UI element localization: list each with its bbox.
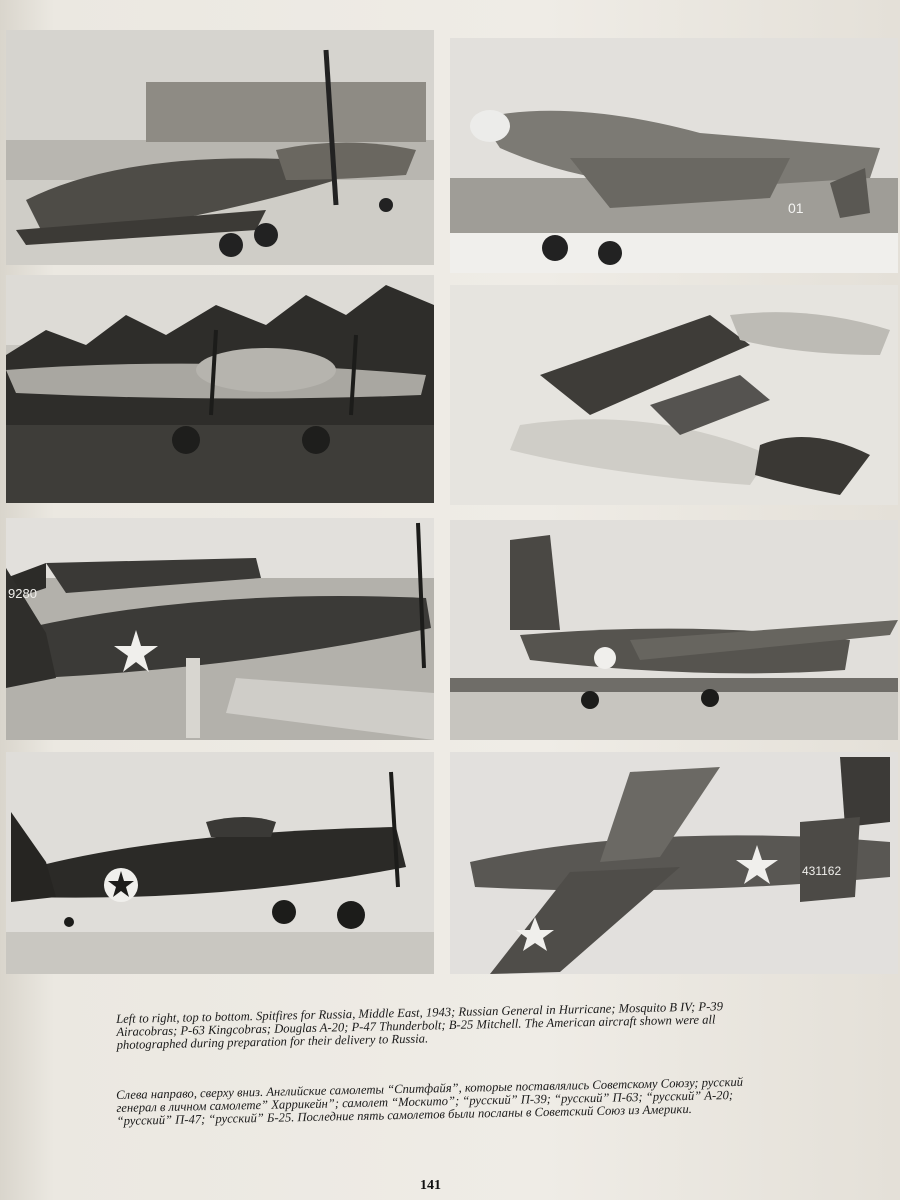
b25-tail-number: 431162 — [802, 864, 842, 878]
photo-p63-kingcobras — [6, 518, 434, 740]
page-number: 141 — [420, 1178, 441, 1193]
hurricane-code-marking: 01 — [788, 200, 804, 216]
photo-hurricane-russian-general — [450, 38, 898, 273]
photo-p47-thunderbolt — [6, 752, 434, 974]
photo-spitfires-middle-east — [6, 30, 434, 265]
photo-douglas-a20 — [450, 520, 898, 740]
photo-b25-mitchell — [450, 752, 898, 974]
caption-russian: Слева направо, сверху вниз. Английские самолеты “Спитфайя”, которые поставлялись Советскому Союзу; русский генерал в личном самолете” Харрикейн”; самолет “Москито”; “русский” П-39; “русский” П-63; “русский” А-20; “русский” П-47; “русский” Б-25. Последние пять самолетов были посланы в Советский Союз из Америки. — [115, 1074, 744, 1128]
caption-english: Left to right, top to bottom. Spitfires for Russia, Middle East, 1943; Russian General in Hurricane; Mosquito B IV; P-39 Airacobras; P-63 Kingcobras; Douglas A-20; P-47 Thunderbolt; B-25 Mitchell. The American aircraft shown were all photographed during preparation for their delivery to Russia. — [115, 998, 724, 1052]
p39-tail-number: 9280 — [8, 586, 37, 601]
photo-mosquito-b-iv — [6, 275, 434, 503]
photo-p39-airacobras — [450, 285, 898, 505]
